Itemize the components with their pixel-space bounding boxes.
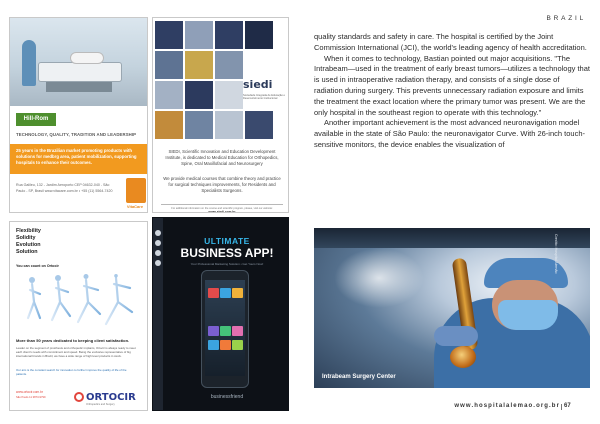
surgical-mask [498,300,558,330]
ortocir-count-line: You can count on Ortocir [16,264,59,268]
page-number: 67 [564,403,571,409]
patient-figure [70,52,104,64]
ortocir-ad [9,221,148,411]
app-tile [220,326,231,336]
running-skeleton-illustration [18,274,146,340]
article-body [314,32,590,151]
nurse-figure [22,40,36,86]
bed-shape [38,62,122,82]
ortocir-body: Leader on the segment of prosthesis and orthopedic implants, Ortocir is always ready to meet each client's needs with commitment and speed. Being the exclusive representative of big international brands in Brazil, we have a wide range of high level products in stock. [16,346,136,358]
photo-tile [215,111,243,139]
siedi-logo: siedi [243,78,273,91]
article-paragraph: Another important achievement is the most advanced neuronavigation model available in the state of São Paulo: the neuronavigator Curve. With 26-inch touch-sensitive monitors, the device enables the visualization of [314,118,585,149]
photo-tile [155,111,183,139]
app-tile [208,326,219,336]
ortocir-address: São Paulo 11 3873-9799 [16,396,46,399]
app-tile [232,340,243,350]
app-tile [220,288,231,298]
photo-tile [155,81,183,109]
photo-tile [155,51,183,79]
siedi-courses: We provide medical courses that combine theory and practice for surgical techniques improvements, for Residents and Specialists Surgeons. [163,176,281,193]
photo-tile [185,81,213,109]
hillrom-logo: Hill-Rom [16,113,56,126]
ortocir-aim: Our aim is the constant search for innovation to further improve the quality of life of the patients. [16,368,127,376]
surgeon-glove [434,326,478,346]
applicator-sphere [450,346,476,368]
ortocir-logo-sub: Orthopedics and Surgery [86,403,115,406]
vitacare-logo-icon [126,178,146,203]
app-subtitle: Your Professional Marketing Solution • Get Yours Now! [190,262,264,266]
social-icon[interactable] [155,230,161,236]
photo-tile [245,21,273,49]
app-tile [208,288,219,298]
section-label: BRAZIL [546,15,586,22]
app-title-main: BUSINESS APP! [180,246,274,260]
divider [161,204,283,205]
article-paragraph: When it comes to technology, Bastian pointed out major acquisitions. "The Intrabeam—used in the treatment of early breast tumors—utilizes a technology that is used in intraoperative radiation therapy, and consists of a single dose of radiation during surgery. This prevents unnecessary radiation exposure and limits the treatment the exact location where the primary tumor was present. We are the only hospital in the southeast region to operate with this technology." [314,53,590,117]
siedi-logo-sub: Sociedade Integrada de Educação e Desenvolvimento Institucional [243,94,285,101]
hillrom-ad [9,17,148,213]
app-tile [232,326,243,336]
photo-tile [185,51,213,79]
ortocir-url[interactable]: www.ortocir.com.br [16,390,43,394]
siedi-intro: SIEDI, Scientific Innovation and Education Development Institute, is dedicated to Medical Education for Orthopedics, Spine, Oral Maxillofacial and Neurosurgery [165,149,279,166]
app-tile [220,340,231,350]
vitacare-label: VitaCare [126,204,144,209]
photo-credit: Credito: Hospital Alemão [554,234,558,274]
app-tile [232,288,243,298]
photo-tile [245,111,273,139]
app-title-top: ULTIMATE [204,236,250,246]
phone-screen [205,280,245,376]
surgical-light-glow [334,248,424,308]
article-paragraph: quality standards and safety in care. The hospital is certified by the Joint Commission International (JCI), the world's leading agency of health accreditation. [314,32,587,52]
photo-tile [215,81,243,109]
ortocir-body-heading: More than 50 years dedicated to keeping client satisfaction. [16,338,130,343]
surgical-light-arm [314,228,590,248]
social-icon[interactable] [155,240,161,246]
photo-tile [215,51,243,79]
siedi-footnote: For additional information on the course and scientific program, please, visit our website: [171,207,273,210]
photo-tile [155,21,183,49]
bed-base [46,82,112,92]
photo-tile [215,21,243,49]
footer-divider [561,404,562,410]
ortocir-logo: ORTOCIR [86,392,136,403]
hillrom-promo-text: 25 years in the Brazilian market promoting products with solutions for medbrg area, patient mobilization, supporting hospitals to enhance their outcomes. [16,148,137,165]
siedi-url[interactable]: www.siedi.com.br [208,210,236,213]
hillrom-tagline: TECHNOLOGY, QUALITY, TRADITION AND LEADERSHIP [16,132,137,137]
social-icon[interactable] [155,260,161,266]
footer-url[interactable]: www.hospitalalemao.org.br [454,403,560,409]
social-icon[interactable] [155,250,161,256]
app-social-sidebar [153,218,163,411]
businessfriend-brand: businessfriend [210,394,244,400]
hospital-bed-photo [10,18,148,106]
siedi-ad [152,17,289,213]
photo-caption: Intrabeam Surgery Center [322,374,396,380]
app-tile [208,340,219,350]
surgery-photo [314,228,590,388]
photo-tile [185,21,213,49]
business-app-ad [152,217,289,411]
ortocir-heading: Flexibility Solidity Evolution Solution [16,228,41,255]
photo-tile [185,111,213,139]
hillrom-address: Rua Galileu, 132 - Jardim Aeroporto CEP 04632-040 - São Paulo - SP, Brasil www.vitacare.com.br • +55 (11) 5564-7420 [16,183,113,193]
ortocir-logo-icon [74,392,84,402]
